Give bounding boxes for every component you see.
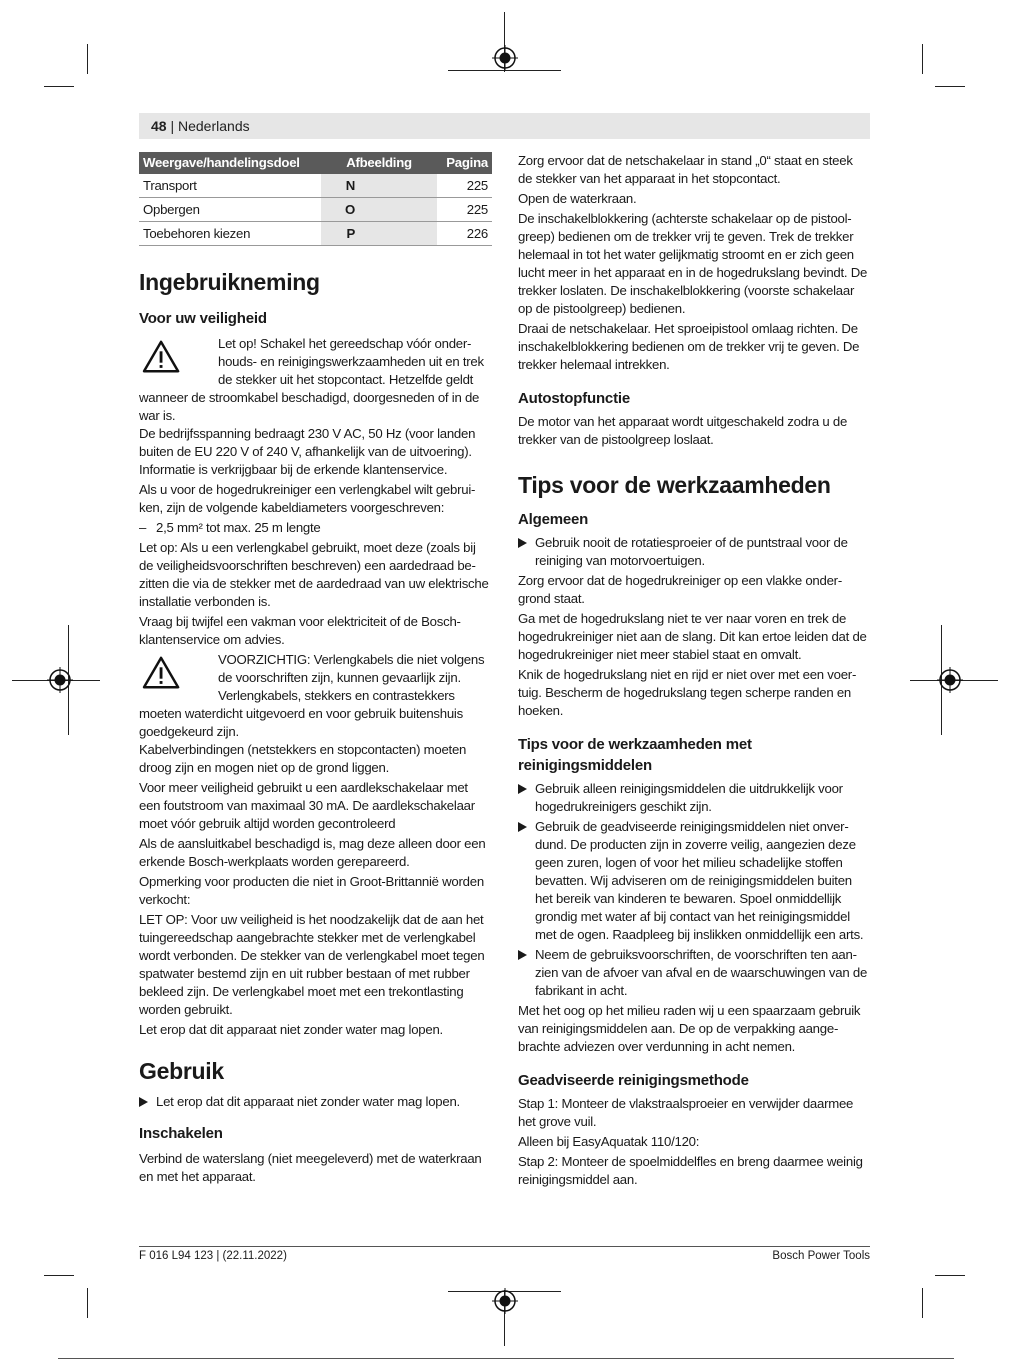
bullet-arrow-icon [518, 822, 527, 832]
reference-table [139, 152, 492, 246]
paragraph: Voor meer veiligheid gebruikt u een aardlekschakelaar met een foutstroom van maximaal 30 mA. De aardlekschakelaar moet vóór gebruik altijd worden gecontroleerd [139, 780, 475, 831]
bullet-arrow-icon [518, 784, 527, 794]
warning-text: VOORZICHTIG: Verlengkabels die niet volgens de voorschriften zijn, kunnen gevaarlijk zijn. Verlengkabels, stekkers en contrastekkers moeten waterdicht uitgevoerd en voor gebruik buitenshuis goedgekeurd zijn. [139, 652, 485, 739]
bullet-arrow-icon [139, 1097, 148, 1107]
paragraph: Open de waterkraan. [518, 191, 637, 206]
section-heading: Ingebruikneming [139, 269, 320, 295]
footer-doc-id: F 016 L94 123 | (22.11.2022) [139, 1250, 287, 1262]
warning-block [139, 651, 492, 741]
crop-mark [44, 86, 74, 87]
table-cell: Opbergen [139, 198, 321, 222]
bullet-item [139, 1093, 492, 1111]
bullet-text: Gebruik alleen reinigingsmiddelen die uitdrukkelijk voor hogedrukreinigers geschikt zijn. [535, 781, 843, 814]
page-language: Nederlands [178, 118, 250, 134]
bottom-divider [58, 1358, 954, 1359]
crop-mark [87, 44, 88, 74]
paragraph: Stap 1: Monteer de vlakstraalsproeier en verwijder daarmee het grove vuil. [518, 1096, 854, 1129]
table-row [139, 174, 492, 198]
warning-triangle-icon [142, 339, 182, 375]
table-cell: N [321, 174, 437, 198]
crop-mark [922, 1288, 923, 1318]
list-item: – 2,5 mm² tot max. 25 m lengte [139, 520, 321, 535]
paragraph: LET OP: Voor uw veiligheid is het noodzakelijk dat de aan het tuingereedschap aangebrachte stekker met de verlengkabel wordt verbonden. De stekker van de verlengkabel moet tegen spatwater bestemd zijn en uit rubber bestaan of met rubber bekleed zijn. De verlengkabel moet met een trekontlasting worden gebruikt. [139, 912, 485, 1017]
table-cell: 226 [437, 222, 492, 246]
footer-brand: Bosch Power Tools [772, 1250, 870, 1262]
paragraph: Zorg ervoor dat de hogedrukreiniger op een vlakke ondergrond staat. [518, 573, 843, 606]
paragraph: Ga met de hogedrukslang niet te ver naar voren en trek de hogedrukreiniger niet aan de slang. Dit kan ertoe leiden dat de hogedrukreiniger niet meer stabiel staat en omvalt. [518, 611, 867, 662]
paragraph: Als de aansluitkabel beschadigd is, mag deze alleen door een erkende Bosch-werkplaats worden gerepareerd. [139, 836, 486, 869]
paragraph: Opmerking voor producten die niet in Groot-Brittannië worden verkocht: [139, 874, 484, 907]
page-header: 48 | Nederlands [139, 113, 870, 139]
left-column [139, 152, 492, 1188]
bullet-item [518, 946, 870, 1000]
subsection-heading: Inschakelen [139, 1125, 223, 1142]
section-heading: Gebruik [139, 1058, 224, 1084]
right-column [518, 152, 870, 1191]
paragraph: De inschakelblokkering (achterste schakelaar op de pistoolgreep) bedienen om de trekker vrij te geven. Trek de trekker helemaal in tot het water gelijkmatig stroomt en er zich geen lucht meer in het apparaat en in de hogedrukslang bevindt. De trekker loslaten. De inschakelblokkering (voorste schakelaar op de pistoolgreep) bedienen. [518, 211, 868, 316]
bullet-text: Gebruik nooit de rotatiesproeier of de puntstraal voor de reiniging van motorvoertuigen. [535, 535, 848, 568]
paragraph: Zorg ervoor dat de netschakelaar in stand „0“ staat en steek de stekker van het apparaat in het stopcontact. [518, 153, 853, 186]
crop-mark [87, 1288, 88, 1318]
paragraph: De bedrijfsspanning bedraagt 230 V AC, 50 Hz (voor landen buiten de EU 220 V of 240 V, afhankelijk van de uitvoering). Informatie is verkrijgbaar bij de erkende klantenservice. [139, 426, 476, 477]
table-header-row [139, 152, 492, 174]
crop-mark [44, 1275, 74, 1276]
paragraph: Verbind de waterslang (niet meegeleverd) met de waterkraan en met het apparaat. [139, 1151, 482, 1184]
table-row [139, 222, 492, 246]
paragraph: Als u voor de hogedrukreiniger een verlengkabel wilt gebruiken, zijn de volgende kabeldiameters voorgeschreven: [139, 482, 476, 515]
bullet-item [518, 818, 870, 944]
registration-mark-icon [937, 667, 963, 693]
paragraph: Alleen bij EasyAquatak 110/120: [518, 1134, 700, 1149]
warning-triangle-icon [142, 655, 182, 691]
bullet-item [518, 780, 870, 816]
footer-divider [139, 1246, 870, 1247]
registration-mark-icon [47, 667, 73, 693]
bullet-item [518, 534, 870, 570]
bullet-text: Gebruik de geadviseerde reinigingsmiddelen niet onverdund. De producten zijn in zoverre veilig, aangezien deze geen zuren, logen of voor het milieu schadelijke stoffen bevatten. Wij adviseren om de reinigingsmiddelen buiten het bereik van kinderen te bewaren. Spoel onmiddellijk grondig met water af bij contact van het reinigingsmiddel met de ogen. Raadpleeg bij inslikken onmiddellijk een arts. [535, 819, 864, 942]
table-cell: Toebehoren kiezen [139, 222, 321, 246]
paragraph: Stap 2: Monteer de spoelmiddelfles en breng daarmee weinig reinigingsmiddel aan. [518, 1154, 863, 1187]
subsection-heading: Autostopfunctie [518, 390, 630, 407]
bullet-text: Let erop dat dit apparaat niet zonder water mag lopen. [156, 1094, 460, 1109]
table-cell: P [321, 222, 437, 246]
registration-mark-icon [492, 45, 518, 71]
bullet-text: Neem de gebruiksvoorschriften, de voorschriften ten aanzien van de afvoer van afval en de waarschuwingen van de fabrikant in acht. [535, 947, 868, 998]
table-header: Afbeelding [321, 152, 437, 174]
subsection-heading: Tips voor de werkzaamheden met reinigingsmiddelen [518, 736, 752, 774]
paragraph: Let op: Als u een verlengkabel gebruikt, moet deze (zoals bij de veiligheidsvoorschriften beschreven) een aardedraad bezitten die via de stekker met de aardedraad van uw elektrische installatie verbonden is. [139, 540, 489, 609]
table-cell: Transport [139, 174, 321, 198]
crop-mark [922, 44, 923, 74]
registration-mark-icon [492, 1288, 518, 1314]
paragraph: Vraag bij twijfel een vakman voor elektriciteit of de Bosch-klantenservice om advies. [139, 614, 461, 647]
section-heading: Tips voor de werkzaamheden [518, 472, 831, 498]
paragraph: Let erop dat dit apparaat niet zonder water mag lopen. [139, 1022, 443, 1037]
subsection-heading: Geadviseerde reinigingsmethode [518, 1072, 749, 1089]
page-number: 48 [151, 118, 167, 134]
warning-block [139, 335, 492, 425]
table-cell: 225 [437, 198, 492, 222]
table-header: Weergave/handelingsdoel [139, 152, 321, 174]
table-header: Pagina [437, 152, 492, 174]
paragraph: De motor van het apparaat wordt uitgeschakeld zodra u de trekker van de pistoolgreep loslaat. [518, 414, 848, 447]
subsection-heading: Algemeen [518, 511, 589, 528]
paragraph: Draai de netschakelaar. Het sproeipistool omlaag richten. De inschakelblokkering bedienen om de trekker vrij te geven. De trekker helemaal intrekken. [518, 321, 860, 372]
crop-mark [935, 1275, 965, 1276]
subsection-heading: Voor uw veiligheid [139, 310, 267, 327]
paragraph: Kabelverbindingen (netstekkers en stopcontacten) moeten droog zijn en mogen niet op de grond liggen. [139, 742, 467, 775]
crop-mark [935, 86, 965, 87]
bullet-arrow-icon [518, 538, 527, 548]
paragraph: Knik de hogedrukslang niet en rijd er niet over met een voertuig. Bescherm de hogedrukslang tegen scherpe randen en hoeken. [518, 667, 857, 718]
table-cell: 225 [437, 174, 492, 198]
bullet-arrow-icon [518, 950, 527, 960]
table-row [139, 198, 492, 222]
paragraph: Met het oog op het milieu raden wij u een spaarzaam gebruik van reinigingsmiddelen aan. De op de verpakking aangebrachte adviezen over verdunning in acht nemen. [518, 1003, 861, 1054]
warning-text: Let op! Schakel het gereedschap vóór onderhouds- en reinigingswerkzaamheden uit en trek de stekker uit het stopcontact. Hetzelfde geldt wanneer de stroomkabel beschadigd, doorgesneden of in de war is. [139, 336, 484, 423]
table-cell: O [321, 198, 437, 222]
list-item-text: 2,5 mm² tot max. 25 m lengte [156, 520, 321, 535]
